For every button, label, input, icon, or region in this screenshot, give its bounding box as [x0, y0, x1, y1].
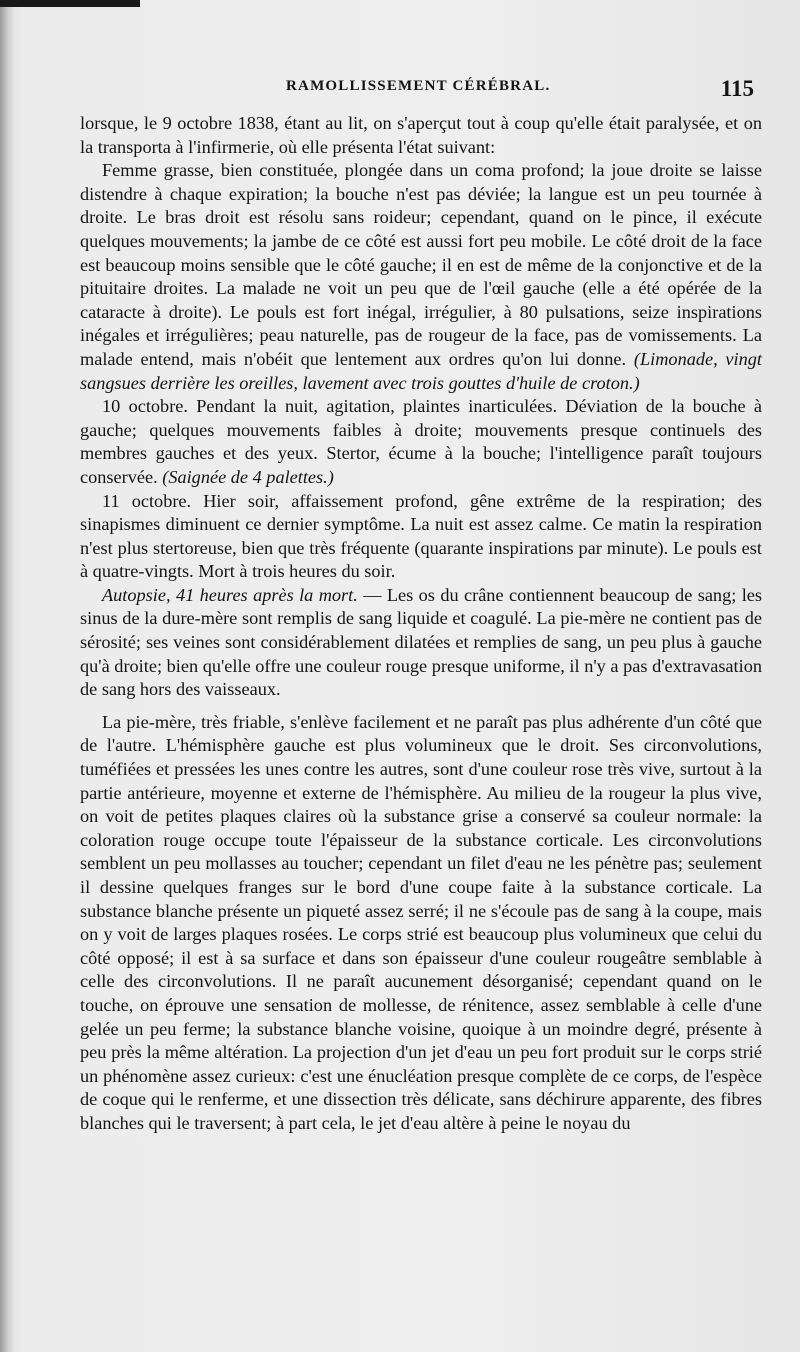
paragraph-text: Femme grasse, bien constituée, plongée dans un coma profond; la joue droite se laisse distendre à chaque expiration; la bouche n'est pas déviée; la langue est un peu tournée à droite. Le bras droit est résolu sans roideur; cependant, quand on le pince, il exécute quelques mouvements; la jambe de ce côté est aussi fort peu mobile. Le côté droit de la face est beaucoup moins sensible que le côté gauche; il en est de même de la conjonctive et de la pituitaire droites. La malade ne voit un peu que de l'œil gauche (elle a été opérée de la cataracte à droite). Le pouls est fort inégal, irrégulier, à 80 pulsations, seize inspirations inégales et irrégulières; peau naturelle, pas de rougeur de la face, pas de vomissements. La malade entend, mais n'obéit que lentement aux ordres qu'on lui donne. — [80, 160, 762, 369]
paragraph-autopsy — [80, 584, 762, 702]
paragraph-october-11 — [80, 490, 762, 584]
spine-shadow — [0, 0, 14, 1352]
paragraph-text: La pie-mère, très friable, s'enlève facilement et ne paraît pas plus adhérente d'un côté que de l'autre. L'hémisphère gauche est plus volumineux que le droit. Ses circonvolutions, tuméfiées et pressées les unes contre les autres, sont d'une couleur rose très vive, surtout à la partie antérieure, moyenne et externe de l'hémisphère. Au milieu de la rougeur la plus vive, on voit de petites plaques claires où la substance grise a conservé sa couleur normale: la coloration rouge occupe toute l'épaisseur de la substance corticale. Les circonvolutions semblent un peu mollasses au toucher; cependant un filet d'eau ne les pénètre pas; seulement il dessine quelques franges sur le bord d'une coupe faite à la substance corticale. La substance blanche présente un piqueté assez serré; il ne s'écoule pas de sang à la coupe, mais on y voit de larges plaques rosées. Le corps strié est beaucoup plus volumineux que celui du côté opposé; il est à sa surface et dans son épaisseur d'une couleur rougeâtre semblable à celle des circonvolutions. Il ne paraît aucunement désorganisé; cependant quand on le touche, on éprouve une sensation de mollesse, de rénitence, assez semblable à celle d'une gelée un peu ferme; la substance blanche voisine, quoique à un moindre degré, présente à peu près la même altération. La projection d'un jet d'eau un peu fort produit sur le corps strié un phénomène assez curieux: c'est une énucléation presque complète de ce corps, de l'espèce de coque qui le renferme, et une dissection très délicate, sans déchirure apparente, des fibres blanches qui le traversent; à part cela, le jet d'eau altère à peine le noyau du — [80, 711, 762, 1133]
paragraph-pia-mater — [80, 711, 762, 1136]
page-number: 115 — [720, 76, 754, 101]
running-head-title: RAMOLLISSEMENT CÉRÉBRAL. — [286, 78, 551, 94]
paragraph-text: lorsque, le 9 octobre 1838, étant au lit, on s'aperçut tout à coup qu'elle était paralysée, et on la transporta à l'infirmerie, où elle présenta l'état suivant: — [80, 113, 762, 157]
treatment-note: (Saignée de 4 palettes.) — [162, 466, 334, 487]
paragraph-october-10 — [80, 395, 762, 489]
running-head — [80, 76, 760, 106]
body-text — [80, 112, 762, 1136]
treatment-note: (Limonade, vingt sangsues derrière les oreilles, lavement avec trois gouttes d'huile de croton.) — [80, 348, 762, 393]
page-top-edge — [0, 0, 140, 7]
paragraph-text: 10 octobre. Pendant la nuit, agitation, plaintes inarticulées. Déviation de la bouche à gauche; quelques mouvements faibles à droite; mouvements presque continuels des membres gauches et des yeux. Stertor, écume à la bouche; l'intelligence paraît toujours conservée. — [80, 396, 762, 487]
paragraph-text: 11 octobre. Hier soir, affaissement profond, gêne extrême de la respiration; des sinapismes diminuent ce dernier symptôme. La nuit est assez calme. Ce matin la respiration n'est plus stertoreuse, bien que très fréquente (quarante inspirations par minute). Le pouls est à quatre-vingts. Mort à trois heures du soir. — [80, 490, 762, 582]
paragraph-continuation — [80, 112, 762, 159]
paragraph-text: — Les os du crâne contiennent beaucoup de sang; les sinus de la dure-mère sont remplis de sang liquide et coagulé. La pie-mère ne contient pas de sérosité; ses veines sont considérablement dilatées et remplies de sang, un peu plus à gauche qu'à droite; bien qu'elle offre une couleur rouge presque uniforme, il n'y a pas d'extravasation de sang hors des vaisseaux. — [80, 584, 762, 700]
paragraph-patient-state — [80, 159, 762, 395]
autopsy-heading: Autopsie, 41 heures après la mort. — [102, 584, 358, 605]
